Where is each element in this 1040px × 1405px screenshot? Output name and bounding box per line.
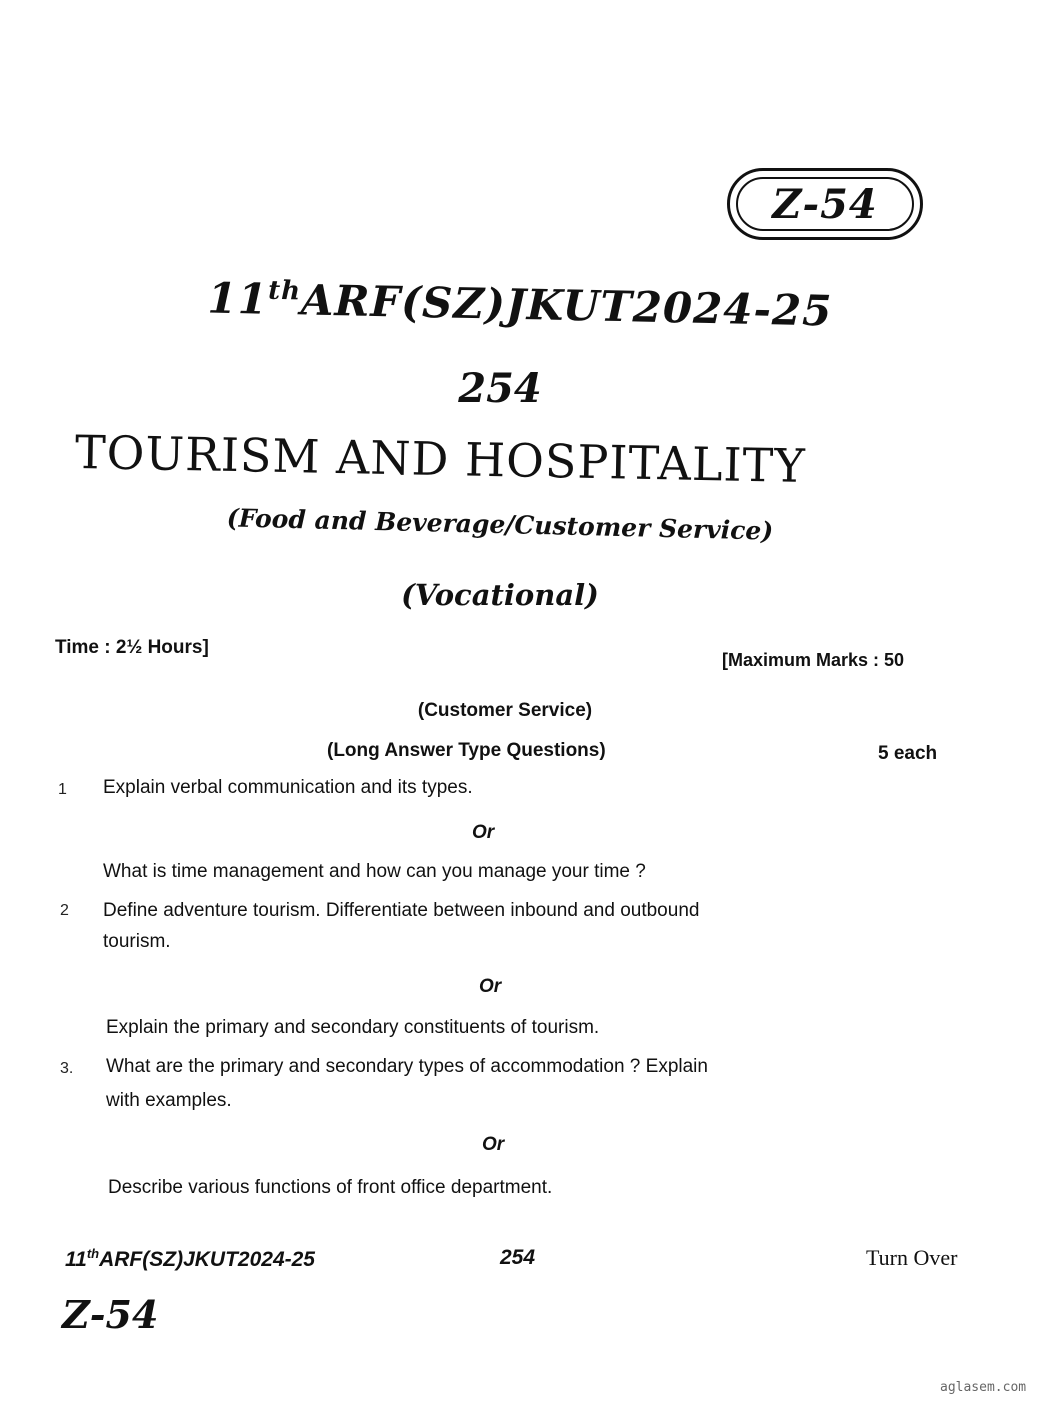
footer-exam-code-rest: ARF(SZ)JKUT2024-25: [99, 1248, 315, 1271]
footer-exam-code: [65, 1246, 315, 1272]
paper-code-badge: [727, 168, 923, 240]
or-separator: Or: [482, 1134, 505, 1155]
subject-code: 254: [458, 365, 542, 412]
question-text-line: with examples.: [106, 1090, 232, 1111]
subject-title: TOURISM AND HOSPITALITY: [74, 425, 807, 494]
question-type: (Long Answer Type Questions): [327, 740, 606, 761]
exam-code-rest: ARF(SZ)JKUT2024-25: [300, 275, 833, 336]
or-separator: Or: [472, 822, 495, 843]
exam-code-number: 11: [207, 273, 269, 324]
question-text-line: Define adventure tourism. Differentiate between inbound and outbound: [103, 900, 700, 921]
max-marks: [Maximum Marks : 50: [722, 650, 905, 670]
footer-exam-code-suffix: th: [86, 1246, 100, 1261]
paper-code: Z-54: [772, 180, 878, 228]
footer-exam-code-number: 11: [65, 1248, 87, 1271]
question-text: Explain verbal communication and its types.: [103, 777, 473, 798]
section-title: (Customer Service): [417, 700, 593, 721]
watermark: aglasem.com: [940, 1380, 1027, 1395]
question-number: 3.: [60, 1060, 74, 1077]
footer-subject-code: 254: [500, 1246, 536, 1269]
subtitle-stream: (Food and Beverage/Customer Service): [226, 503, 774, 546]
exam-code: [0, 269, 1040, 340]
marks-each: 5 each: [878, 743, 938, 764]
question-text-line: tourism.: [103, 931, 171, 952]
question-alternative: What is time management and how can you manage your time ?: [103, 861, 646, 882]
footer-paper-code: Z-54: [62, 1292, 159, 1337]
turn-over-label: Turn Over: [866, 1245, 958, 1270]
or-separator: Or: [479, 976, 502, 997]
question-alternative: Explain the primary and secondary constituents of tourism.: [106, 1017, 600, 1038]
question-number: 1: [58, 781, 67, 798]
question-alternative: Describe various functions of front office department.: [108, 1177, 553, 1198]
time-label: Time : 2½ Hours]: [55, 637, 209, 658]
question-text-line: What are the primary and secondary types of accommodation ? Explain: [106, 1056, 708, 1077]
subtitle-vocational: (Vocational): [401, 578, 599, 612]
question-number: 2: [60, 902, 69, 919]
exam-code-suffix: th: [267, 275, 302, 307]
